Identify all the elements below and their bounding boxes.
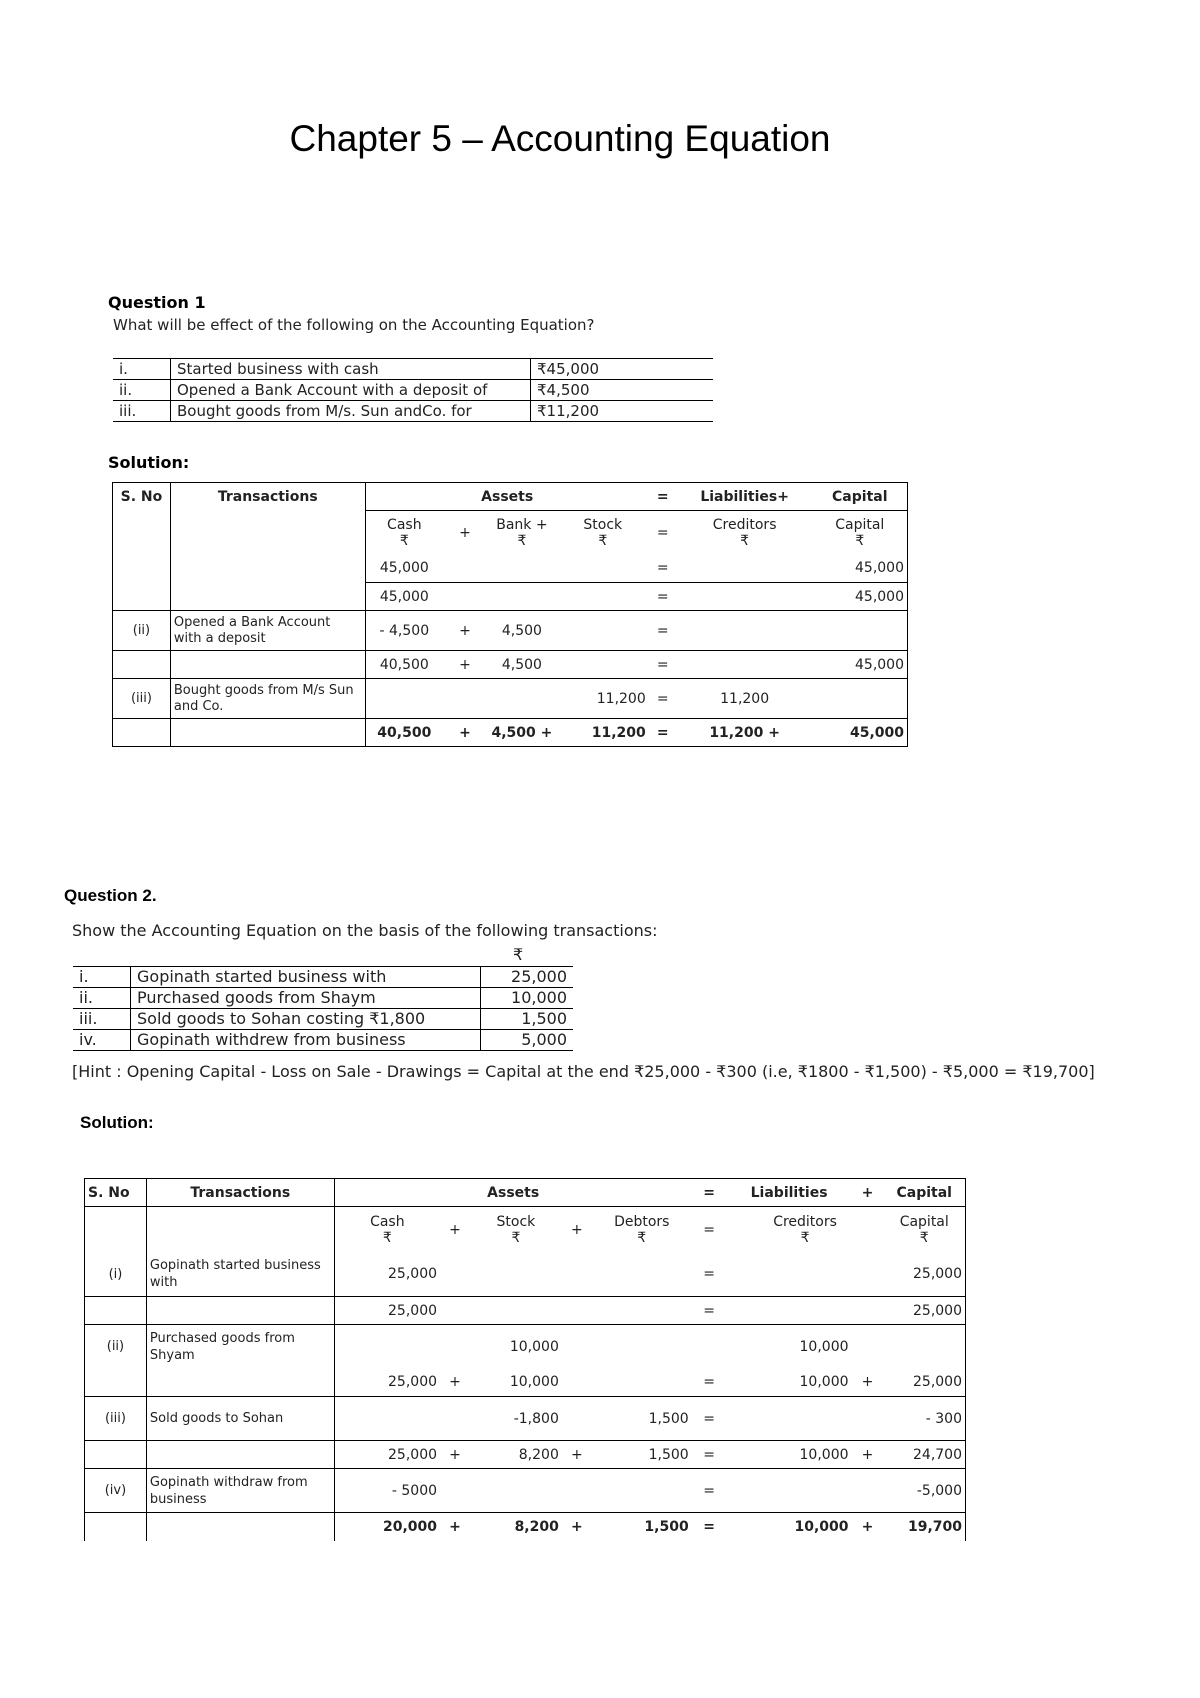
equals-cell: = — [649, 555, 677, 583]
rupee-label: ₹ — [517, 532, 527, 549]
rupee-label: ₹ — [382, 1229, 392, 1246]
operator-cell — [852, 1253, 884, 1297]
creditors-cell — [727, 1253, 852, 1297]
header-sno: S. No — [113, 483, 171, 583]
sno-cell — [113, 719, 171, 747]
stock-cell — [557, 555, 649, 583]
sno-cell: (ii) — [85, 1325, 147, 1369]
header-liabilities: Liabilities — [727, 1179, 852, 1207]
sno-cell: (i) — [85, 1253, 147, 1297]
operator-cell — [562, 1297, 592, 1325]
debtors-cell — [592, 1369, 692, 1397]
subheader-label: Creditors — [773, 1213, 837, 1230]
creditors-cell: 11,200 — [677, 679, 813, 719]
table-subheader-row — [85, 1207, 966, 1253]
question-2-text: Show the Accounting Equation on the basis of the following transactions: — [72, 921, 658, 940]
transaction-cell — [146, 1441, 334, 1469]
transaction-cell: Gopinath withdraw from business — [146, 1469, 334, 1513]
cash-cell: 40,500 — [365, 651, 443, 679]
stock-cell: 10,000 — [470, 1369, 562, 1397]
bank-cell — [487, 555, 557, 583]
capital-cell: 45,000 — [813, 555, 908, 583]
capital-cell — [813, 611, 908, 651]
subheader-debtors — [592, 1207, 692, 1253]
equals-cell: = — [692, 1441, 727, 1469]
cash-cell: 25,000 — [334, 1253, 440, 1297]
bank-cell — [487, 583, 557, 611]
transaction-cell: Purchased goods from Shyam — [146, 1325, 334, 1369]
question-1-heading: Question 1 — [108, 293, 206, 312]
stock-cell — [557, 651, 649, 679]
cash-cell: 25,000 — [334, 1297, 440, 1325]
creditors-cell — [677, 555, 813, 583]
capital-cell: 24,700 — [883, 1441, 965, 1469]
stock-cell: 8,200 — [514, 1518, 559, 1535]
header-sno: S. No — [85, 1179, 147, 1207]
item-amount: 25,000 — [481, 967, 574, 988]
table-row — [85, 1253, 966, 1297]
operator-cell — [562, 1253, 592, 1297]
item-description: Opened a Bank Account with a deposit of — [171, 380, 531, 401]
subheader-bank — [487, 511, 557, 555]
cash-cell — [365, 679, 443, 719]
operator-cell — [440, 1325, 470, 1369]
transaction-cell — [146, 1297, 334, 1325]
table-header-row — [85, 1179, 966, 1207]
item-description: Started business with cash — [171, 359, 531, 380]
capital-cell: -5,000 — [883, 1469, 965, 1513]
stock-cell — [470, 1469, 562, 1513]
transaction-cell: Bought goods from M/s Sun and Co. — [170, 679, 365, 719]
table-row — [85, 1513, 966, 1541]
header-assets: Assets — [334, 1179, 692, 1207]
cash-cell — [334, 1325, 440, 1369]
transaction-cell — [170, 583, 365, 611]
subheader-label: Bank + — [496, 516, 548, 533]
subheader-label: Capital — [835, 516, 885, 533]
subheader-stock — [557, 511, 649, 555]
stock-cell: 8,200 — [470, 1441, 562, 1469]
capital-cell — [883, 1325, 965, 1369]
list-item — [113, 380, 713, 401]
header-equals: = — [692, 1179, 727, 1207]
equals-cell: = — [692, 1369, 727, 1397]
operator-cell: + — [449, 1518, 461, 1535]
item-amount: 5,000 — [481, 1030, 574, 1051]
subheader-stock — [470, 1207, 562, 1253]
rupee-label: ₹ — [800, 1229, 810, 1246]
item-number: iii. — [113, 401, 171, 422]
creditors-cell: 10,000 — [794, 1518, 849, 1535]
question-2-solution-table — [84, 1178, 966, 1541]
transaction-cell — [146, 1369, 334, 1397]
capital-cell: 19,700 — [883, 1513, 965, 1541]
subheader-label: + — [459, 524, 471, 541]
stock-cell — [470, 1253, 562, 1297]
subheader-label: Capital — [899, 1213, 949, 1230]
page-title: Chapter 5 – Accounting Equation — [289, 118, 831, 159]
operator-cell: + — [443, 611, 487, 651]
operator-cell — [440, 1397, 470, 1441]
item-number: i. — [113, 359, 171, 380]
bank-cell: 4,500 — [487, 611, 557, 651]
transaction-blank — [146, 1207, 334, 1253]
header-capital: Capital — [883, 1179, 965, 1207]
list-item — [73, 1009, 573, 1030]
table-row — [85, 1397, 966, 1441]
cash-cell: 45,000 — [365, 583, 443, 611]
subheader-op1 — [440, 1207, 470, 1253]
subheader-capital — [883, 1207, 965, 1253]
creditors-cell: 10,000 — [799, 1338, 849, 1355]
bank-cell: 4,500 — [487, 651, 557, 679]
question-1-solution-label: Solution: — [108, 453, 190, 472]
operator-cell: + — [443, 651, 487, 679]
stock-cell: 11,200 — [557, 719, 649, 747]
list-item — [73, 1030, 573, 1051]
sno-blank — [85, 1207, 147, 1253]
item-number: ii. — [73, 988, 131, 1009]
stock-cell: -1,800 — [470, 1397, 562, 1441]
table-row — [85, 1469, 966, 1513]
capital-cell: 45,000 — [813, 583, 908, 611]
operator-cell: + — [852, 1441, 884, 1469]
header-transactions: Transactions — [170, 483, 365, 583]
sno-cell — [85, 1297, 147, 1325]
subheader-label: = — [656, 524, 669, 541]
stock-cell: 11,200 — [557, 679, 649, 719]
question-2-list — [73, 966, 573, 1051]
debtors-cell: 1,500 — [592, 1397, 692, 1441]
equals-cell: = — [692, 1253, 727, 1297]
item-description: Sold goods to Sohan costing ₹1,800 — [131, 1009, 481, 1030]
sno-cell: (iv) — [85, 1469, 147, 1513]
subheader-label: Cash — [387, 516, 422, 533]
equals-cell: = — [649, 611, 677, 651]
operator-cell — [852, 1297, 884, 1325]
rupee-label: ₹ — [511, 1229, 521, 1246]
question-1-text: What will be effect of the following on the Accounting Equation? — [113, 316, 595, 334]
header-liabilities: Liabilities+ — [677, 483, 813, 511]
operator-cell: + — [562, 1441, 592, 1469]
table-row — [113, 583, 908, 611]
creditors-cell — [677, 583, 813, 611]
sno-cell: (iii) — [113, 679, 171, 719]
sno-cell: (ii) — [113, 611, 171, 651]
cash-cell: 25,000 — [334, 1441, 440, 1469]
equals-cell — [692, 1325, 727, 1369]
equals-cell: = — [649, 651, 677, 679]
equals-cell: = — [692, 1397, 727, 1441]
item-amount: ₹45,000 — [531, 359, 714, 380]
debtors-cell: 1,500 — [644, 1518, 689, 1535]
capital-cell: 45,000 — [813, 651, 908, 679]
cash-cell: 40,500 — [365, 719, 443, 747]
stock-cell — [557, 611, 649, 651]
cash-cell — [334, 1397, 440, 1441]
sno-cell — [85, 1513, 147, 1541]
rupee-label: ₹ — [399, 532, 409, 549]
subheader-creditors — [727, 1207, 884, 1253]
operator-cell: + — [440, 1369, 470, 1397]
operator-cell — [562, 1325, 592, 1369]
table-row — [85, 1441, 966, 1469]
operator-cell: + — [443, 719, 487, 747]
operator-cell — [852, 1469, 884, 1513]
item-description: Gopinath started business with — [131, 967, 481, 988]
sno-cell: (iii) — [85, 1397, 147, 1441]
operator-cell: + — [570, 1518, 583, 1535]
operator-cell — [443, 583, 487, 611]
item-description: Bought goods from M/s. Sun andCo. for — [171, 401, 531, 422]
debtors-cell: 1,500 — [592, 1441, 692, 1469]
cash-cell: - 5000 — [334, 1469, 440, 1513]
item-amount: 1,500 — [481, 1009, 574, 1030]
table-row — [85, 1297, 966, 1325]
capital-cell: 25,000 — [883, 1253, 965, 1297]
operator-cell — [440, 1469, 470, 1513]
rupee-label: ₹ — [919, 1229, 929, 1246]
stock-cell: 10,000 — [509, 1338, 559, 1355]
creditors-cell: 10,000 — [727, 1441, 852, 1469]
subheader-cash — [365, 511, 443, 555]
operator-cell — [852, 1325, 884, 1369]
transaction-cell: Gopinath started business with — [146, 1253, 334, 1297]
cash-cell: 25,000 — [334, 1369, 440, 1397]
header-equals: = — [649, 483, 677, 511]
subheader-label: Stock — [583, 516, 623, 533]
capital-cell: - 300 — [883, 1397, 965, 1441]
debtors-cell — [592, 1253, 692, 1297]
cash-cell: 45,000 — [365, 555, 443, 583]
question-2-heading: Question 2. — [64, 886, 157, 905]
operator-cell — [440, 1253, 470, 1297]
creditors-cell — [727, 1297, 852, 1325]
sno-cell — [85, 1441, 147, 1469]
item-amount: 10,000 — [481, 988, 574, 1009]
sno-cell — [85, 1369, 147, 1397]
rupee-label: ₹ — [740, 532, 750, 549]
transaction-cell: Opened a Bank Account with a deposit — [170, 611, 365, 651]
question-1-solution-table — [112, 482, 908, 747]
item-description: Purchased goods from Shaym — [131, 988, 481, 1009]
stock-cell — [470, 1297, 562, 1325]
subheader-creditors — [677, 511, 813, 555]
table-row — [113, 611, 908, 651]
equals-cell: = — [703, 1518, 716, 1535]
subheader-label: Debtors — [614, 1213, 670, 1230]
subheader-eq — [649, 511, 677, 555]
creditors-cell: 10,000 — [727, 1369, 852, 1397]
rupee-label: ₹ — [855, 532, 865, 549]
equals-cell: = — [692, 1297, 727, 1325]
bank-cell — [487, 679, 557, 719]
list-item — [113, 359, 713, 380]
operator-cell — [443, 555, 487, 583]
subheader-label: Stock — [496, 1213, 536, 1230]
subheader-label: + — [449, 1221, 461, 1238]
capital-cell: 25,000 — [883, 1297, 965, 1325]
operator-cell: + — [440, 1441, 470, 1469]
stock-cell — [557, 583, 649, 611]
question-1-list — [113, 358, 713, 422]
item-number: iii. — [73, 1009, 131, 1030]
creditors-cell — [677, 611, 813, 651]
creditors-cell: 11,200 + — [677, 719, 813, 747]
equals-cell: = — [649, 583, 677, 611]
capital-cell: 45,000 — [813, 719, 908, 747]
rupee-column-label: ₹ — [513, 945, 524, 964]
list-item — [73, 967, 573, 988]
creditors-cell — [727, 1469, 852, 1513]
operator-cell: + — [852, 1369, 884, 1397]
cash-cell: - 4,500 — [365, 611, 443, 651]
rupee-label: ₹ — [598, 532, 608, 549]
capital-cell — [813, 679, 908, 719]
operator-cell — [852, 1397, 884, 1441]
sno-cell — [113, 583, 171, 611]
header-plus: + — [852, 1179, 884, 1207]
question-2-hint: [Hint : Opening Capital - Loss on Sale - Drawings = Capital at the end ₹25,000 - ₹300 (i.e, ₹1800 - ₹1,500) - ₹5,000 = ₹19,700] — [72, 1062, 1095, 1081]
list-item — [113, 401, 713, 422]
subheader-eq — [692, 1207, 727, 1253]
item-amount: ₹11,200 — [531, 401, 714, 422]
subheader-label: Cash — [370, 1213, 405, 1230]
operator-cell: + — [861, 1518, 874, 1535]
debtors-cell — [592, 1297, 692, 1325]
question-2-solution-label: Solution: — [80, 1113, 154, 1132]
header-transactions: Transactions — [146, 1179, 334, 1207]
table-row — [113, 679, 908, 719]
subheader-label: + — [570, 1221, 583, 1238]
debtors-cell — [592, 1325, 692, 1369]
table-row — [85, 1325, 966, 1369]
sno-cell — [113, 651, 171, 679]
item-amount: ₹4,500 — [531, 380, 714, 401]
transaction-cell — [170, 719, 365, 747]
subheader-label: Creditors — [712, 516, 777, 533]
operator-cell — [562, 1369, 592, 1397]
operator-cell — [440, 1297, 470, 1325]
transaction-cell — [146, 1513, 334, 1541]
header-assets: Assets — [365, 483, 649, 511]
table-row — [85, 1369, 966, 1397]
transaction-cell: Sold goods to Sohan — [146, 1397, 334, 1441]
equals-cell: = — [649, 719, 677, 747]
item-description: Gopinath withdrew from business — [131, 1030, 481, 1051]
operator-cell — [443, 679, 487, 719]
creditors-cell — [677, 651, 813, 679]
equals-cell: = — [649, 679, 677, 719]
subheader-op — [443, 511, 487, 555]
header-capital: Capital — [813, 483, 908, 511]
subheader-label: = — [703, 1221, 716, 1238]
item-number: iv. — [73, 1030, 131, 1051]
item-number: i. — [73, 967, 131, 988]
equals-cell: = — [692, 1469, 727, 1513]
subheader-capital — [813, 511, 908, 555]
operator-cell — [562, 1469, 592, 1513]
list-item — [73, 988, 573, 1009]
table-header-row — [113, 483, 908, 511]
debtors-cell — [592, 1469, 692, 1513]
subheader-op2 — [562, 1207, 592, 1253]
rupee-label: ₹ — [637, 1229, 647, 1246]
table-row — [113, 719, 908, 747]
item-number: ii. — [113, 380, 171, 401]
subheader-cash — [334, 1207, 440, 1253]
bank-cell: 4,500 + — [487, 719, 557, 747]
operator-cell — [562, 1397, 592, 1441]
table-row — [113, 651, 908, 679]
cash-cell: 20,000 — [382, 1518, 438, 1535]
capital-cell: 25,000 — [883, 1369, 965, 1397]
transaction-cell — [170, 651, 365, 679]
creditors-cell — [727, 1397, 852, 1441]
